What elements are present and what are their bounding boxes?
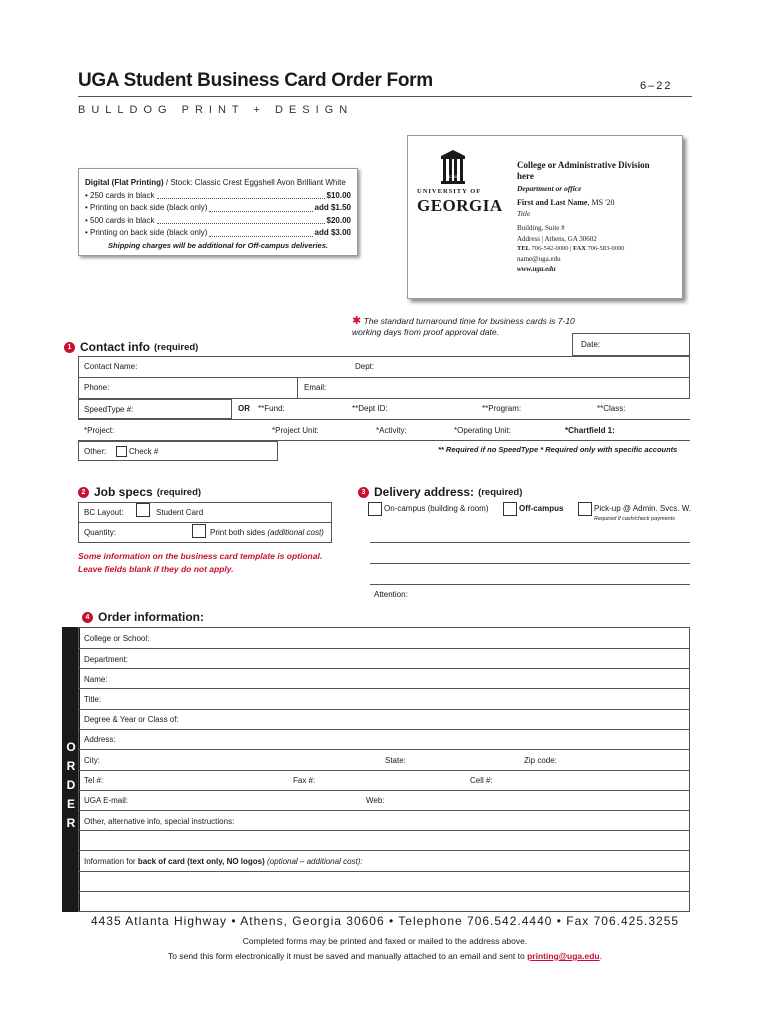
card-fax-label: FAX — [573, 245, 586, 252]
contact-name-field[interactable]: Contact Name: — [84, 362, 138, 371]
on-campus-label: On-campus (building & room) — [384, 504, 489, 513]
zip-field[interactable]: Zip code: — [524, 756, 557, 765]
card-degree: , MS '20 — [587, 198, 615, 207]
price-label: • 250 cards in black — [85, 190, 155, 200]
asterisk-icon: ✱ — [352, 315, 362, 327]
quantity-field[interactable]: Quantity: — [84, 528, 117, 537]
price-row — [85, 190, 351, 203]
delivery-address-line[interactable] — [370, 584, 690, 585]
chartfield-field[interactable]: *Chartfield 1: — [565, 426, 615, 435]
footer-period: . — [599, 951, 602, 961]
off-campus-checkbox[interactable] — [503, 502, 517, 516]
grid-line — [78, 871, 690, 872]
pickup-checkbox[interactable] — [578, 502, 592, 516]
turnaround-text: The standard turnaround time for business cards is 7-10 working days from proof approval date. — [352, 316, 575, 337]
card-title: Title — [517, 209, 531, 218]
title-field[interactable]: Title: — [84, 695, 102, 704]
grid-line — [78, 648, 690, 649]
order-letter: R — [66, 816, 76, 830]
price-value: $10.00 — [326, 190, 351, 200]
uga-arch-logo-icon — [440, 150, 466, 184]
grid-line — [78, 709, 690, 710]
section-number-badge: 3 — [358, 487, 369, 498]
grid-line — [297, 377, 298, 399]
fund-field[interactable]: **Fund: — [258, 404, 285, 413]
section-number-badge: 2 — [78, 487, 89, 498]
grid-line — [78, 668, 690, 669]
delivery-address-line[interactable] — [370, 563, 690, 564]
grid-line — [78, 729, 690, 730]
grid-line — [78, 377, 690, 378]
check-label: Check # — [129, 447, 159, 456]
student-card-label: Student Card — [156, 508, 204, 517]
order-letter: R — [66, 759, 76, 773]
price-label: • Printing on back side (black only) — [85, 203, 208, 212]
section-number-badge: 1 — [64, 342, 75, 353]
printing-email-link[interactable]: printing@uga.edu — [527, 951, 600, 961]
delivery-heading: Delivery address: — [374, 485, 475, 499]
delivery-address-line[interactable] — [370, 542, 690, 543]
program-field[interactable]: **Program: — [482, 404, 522, 413]
order-letter: E — [66, 797, 75, 811]
other-label: Other: — [84, 447, 107, 456]
grid-line — [78, 770, 690, 771]
card-email: name@uga.edu — [517, 255, 561, 263]
optional-info-line2: Leave fields blank if they do not apply. — [78, 564, 234, 574]
additional-cost-text: (additional cost) — [267, 528, 324, 537]
order-letter: D — [66, 778, 76, 792]
contact-section-heading — [64, 340, 198, 354]
section-number-badge: 4 — [82, 612, 93, 623]
pricing-heading: Digital (Flat Printing) — [85, 178, 164, 187]
shipping-note: Shipping charges will be additional for Off-campus deliveries. — [108, 240, 328, 250]
delivery-section-heading — [358, 485, 522, 499]
state-field[interactable]: State: — [385, 756, 406, 765]
price-label: • 500 cards in black — [85, 215, 155, 225]
on-campus-checkbox[interactable] — [368, 502, 382, 516]
cell-field[interactable]: Cell #: — [470, 776, 493, 785]
price-row — [85, 227, 351, 240]
back-card-bold: back of card (text only, NO logos) — [137, 857, 265, 866]
footer-address: 4435 Atlanta Highway • Athens, Georgia 30606 • Telephone 706.542.4440 • Fax 706.425.3255 — [90, 914, 680, 928]
turnaround-note — [352, 316, 592, 338]
price-value: add $1.50 — [314, 203, 351, 212]
footer-instructions-2 — [0, 951, 770, 961]
bc-layout-label: BC Layout: — [84, 508, 124, 517]
or-label: OR — [238, 404, 250, 413]
grid-line — [78, 419, 690, 420]
other-payment-field — [78, 441, 278, 461]
order-heading: Order information: — [98, 610, 205, 624]
pickup-note: Required if cash/check payments — [594, 516, 676, 522]
logo-university-text: UNIVERSITY OF — [417, 188, 482, 195]
price-label: • Printing on back side (black only) — [85, 228, 208, 237]
degree-field[interactable]: Degree & Year or Class of: — [84, 715, 179, 724]
pickup-label: Pick-up @ Admin. Svcs. W. — [594, 504, 692, 513]
speedtype-field[interactable] — [78, 399, 232, 419]
department-field[interactable]: Department: — [84, 655, 129, 664]
address-field[interactable]: Address: — [84, 735, 116, 744]
back-card-pre: Information for — [84, 857, 138, 866]
back-of-card-field[interactable] — [84, 857, 363, 866]
phone-field[interactable]: Phone: — [84, 383, 110, 392]
uga-email-field[interactable]: UGA E-mail: — [84, 796, 129, 805]
card-tel: 706-542-0000 | — [530, 245, 574, 252]
contact-heading: Contact info — [80, 340, 150, 354]
logo-georgia-text: GEORGIA — [417, 196, 503, 215]
card-tel-label: TEL — [517, 245, 531, 252]
print-both-text: Print both sides — [210, 528, 266, 537]
project-unit-field[interactable]: *Project Unit: — [272, 426, 319, 435]
speedtype-label: SpeedType #: — [84, 405, 134, 414]
grid-line — [78, 790, 690, 791]
grid-line — [78, 891, 690, 892]
web-field[interactable]: Web: — [366, 796, 385, 805]
other-info-field[interactable]: Other, alternative info, special instructions: — [84, 817, 235, 826]
check-checkbox[interactable] — [116, 446, 127, 457]
date-field[interactable] — [572, 333, 690, 356]
dept-field[interactable]: Dept: — [355, 362, 375, 371]
print-both-label — [210, 528, 324, 537]
date-label: Date: — [581, 340, 601, 349]
account-requirements-note: ** Required if no SpeedType * Required only with specific accounts — [438, 445, 678, 454]
card-college: College or Administrative Division here — [517, 160, 650, 181]
form-subtitle: BULLDOG PRINT + DESIGN — [78, 104, 354, 116]
print-both-sides-checkbox[interactable] — [192, 524, 206, 538]
form-version: 6–22 — [640, 80, 673, 92]
grid-line — [78, 522, 332, 523]
footer-text: To send this form electronically it must be saved and manually attached to an email and sent to — [168, 951, 528, 961]
job-required: (required) — [156, 486, 202, 498]
grid-line — [78, 688, 690, 689]
form-title: UGA Student Business Card Order Form — [78, 70, 433, 91]
price-row — [85, 202, 351, 215]
price-value: $20.00 — [326, 215, 351, 225]
header-rule — [78, 96, 692, 97]
operating-unit-field[interactable]: *Operating Unit: — [454, 426, 511, 435]
name-field[interactable]: Name: — [84, 675, 108, 684]
card-name: First and Last Name — [517, 198, 588, 207]
grid-line — [78, 850, 690, 851]
optional-info-note — [78, 550, 322, 576]
card-fax: 706-583-0000 — [585, 245, 625, 252]
student-card-checkbox[interactable] — [136, 503, 150, 517]
project-field[interactable]: *Project: — [84, 426, 115, 435]
attention-field[interactable]: Attention: — [374, 590, 408, 599]
grid-line — [78, 830, 690, 831]
footer-instructions-1: Completed forms may be printed and faxed or mailed to the address above. — [242, 936, 528, 946]
order-section-heading — [82, 610, 204, 624]
email-field[interactable]: Email: — [304, 383, 327, 392]
back-card-italic: (optional – additional cost): — [264, 857, 363, 866]
card-phone-line — [517, 245, 624, 252]
pricing-box — [78, 168, 358, 256]
fax-field[interactable]: Fax #: — [293, 776, 316, 785]
job-heading: Job specs — [94, 485, 153, 499]
off-campus-label: Off-campus — [519, 504, 564, 513]
order-letter: O — [66, 740, 76, 754]
price-value: add $3.00 — [314, 228, 351, 237]
class-field[interactable]: **Class: — [597, 404, 626, 413]
optional-info-line1: Some information on the business card template is optional. — [78, 551, 323, 561]
deptid-field[interactable]: **Dept ID: — [352, 404, 388, 413]
card-name-line — [517, 198, 614, 207]
grid-line — [78, 749, 690, 750]
pricing-stock: / Stock: Classic Crest Eggshell Avon Brilliant White — [163, 178, 346, 187]
job-section-heading — [78, 485, 201, 499]
delivery-required: (required) — [478, 486, 523, 498]
grid-line — [78, 810, 690, 811]
activity-field[interactable]: *Activity: — [376, 426, 407, 435]
card-address: Address | Athens, GA 30602 — [517, 235, 597, 243]
price-row — [85, 215, 351, 228]
card-building: Building, Suite # — [517, 224, 565, 232]
card-web: www.uga.edu — [517, 265, 556, 273]
city-field[interactable]: City: — [84, 756, 100, 765]
contact-required: (required) — [154, 341, 199, 353]
card-department: Department or office — [517, 184, 582, 193]
college-field[interactable]: College or School: — [84, 634, 150, 643]
tel-field[interactable]: Tel #: — [84, 776, 104, 785]
svg-text:1785: 1785 — [448, 174, 458, 179]
